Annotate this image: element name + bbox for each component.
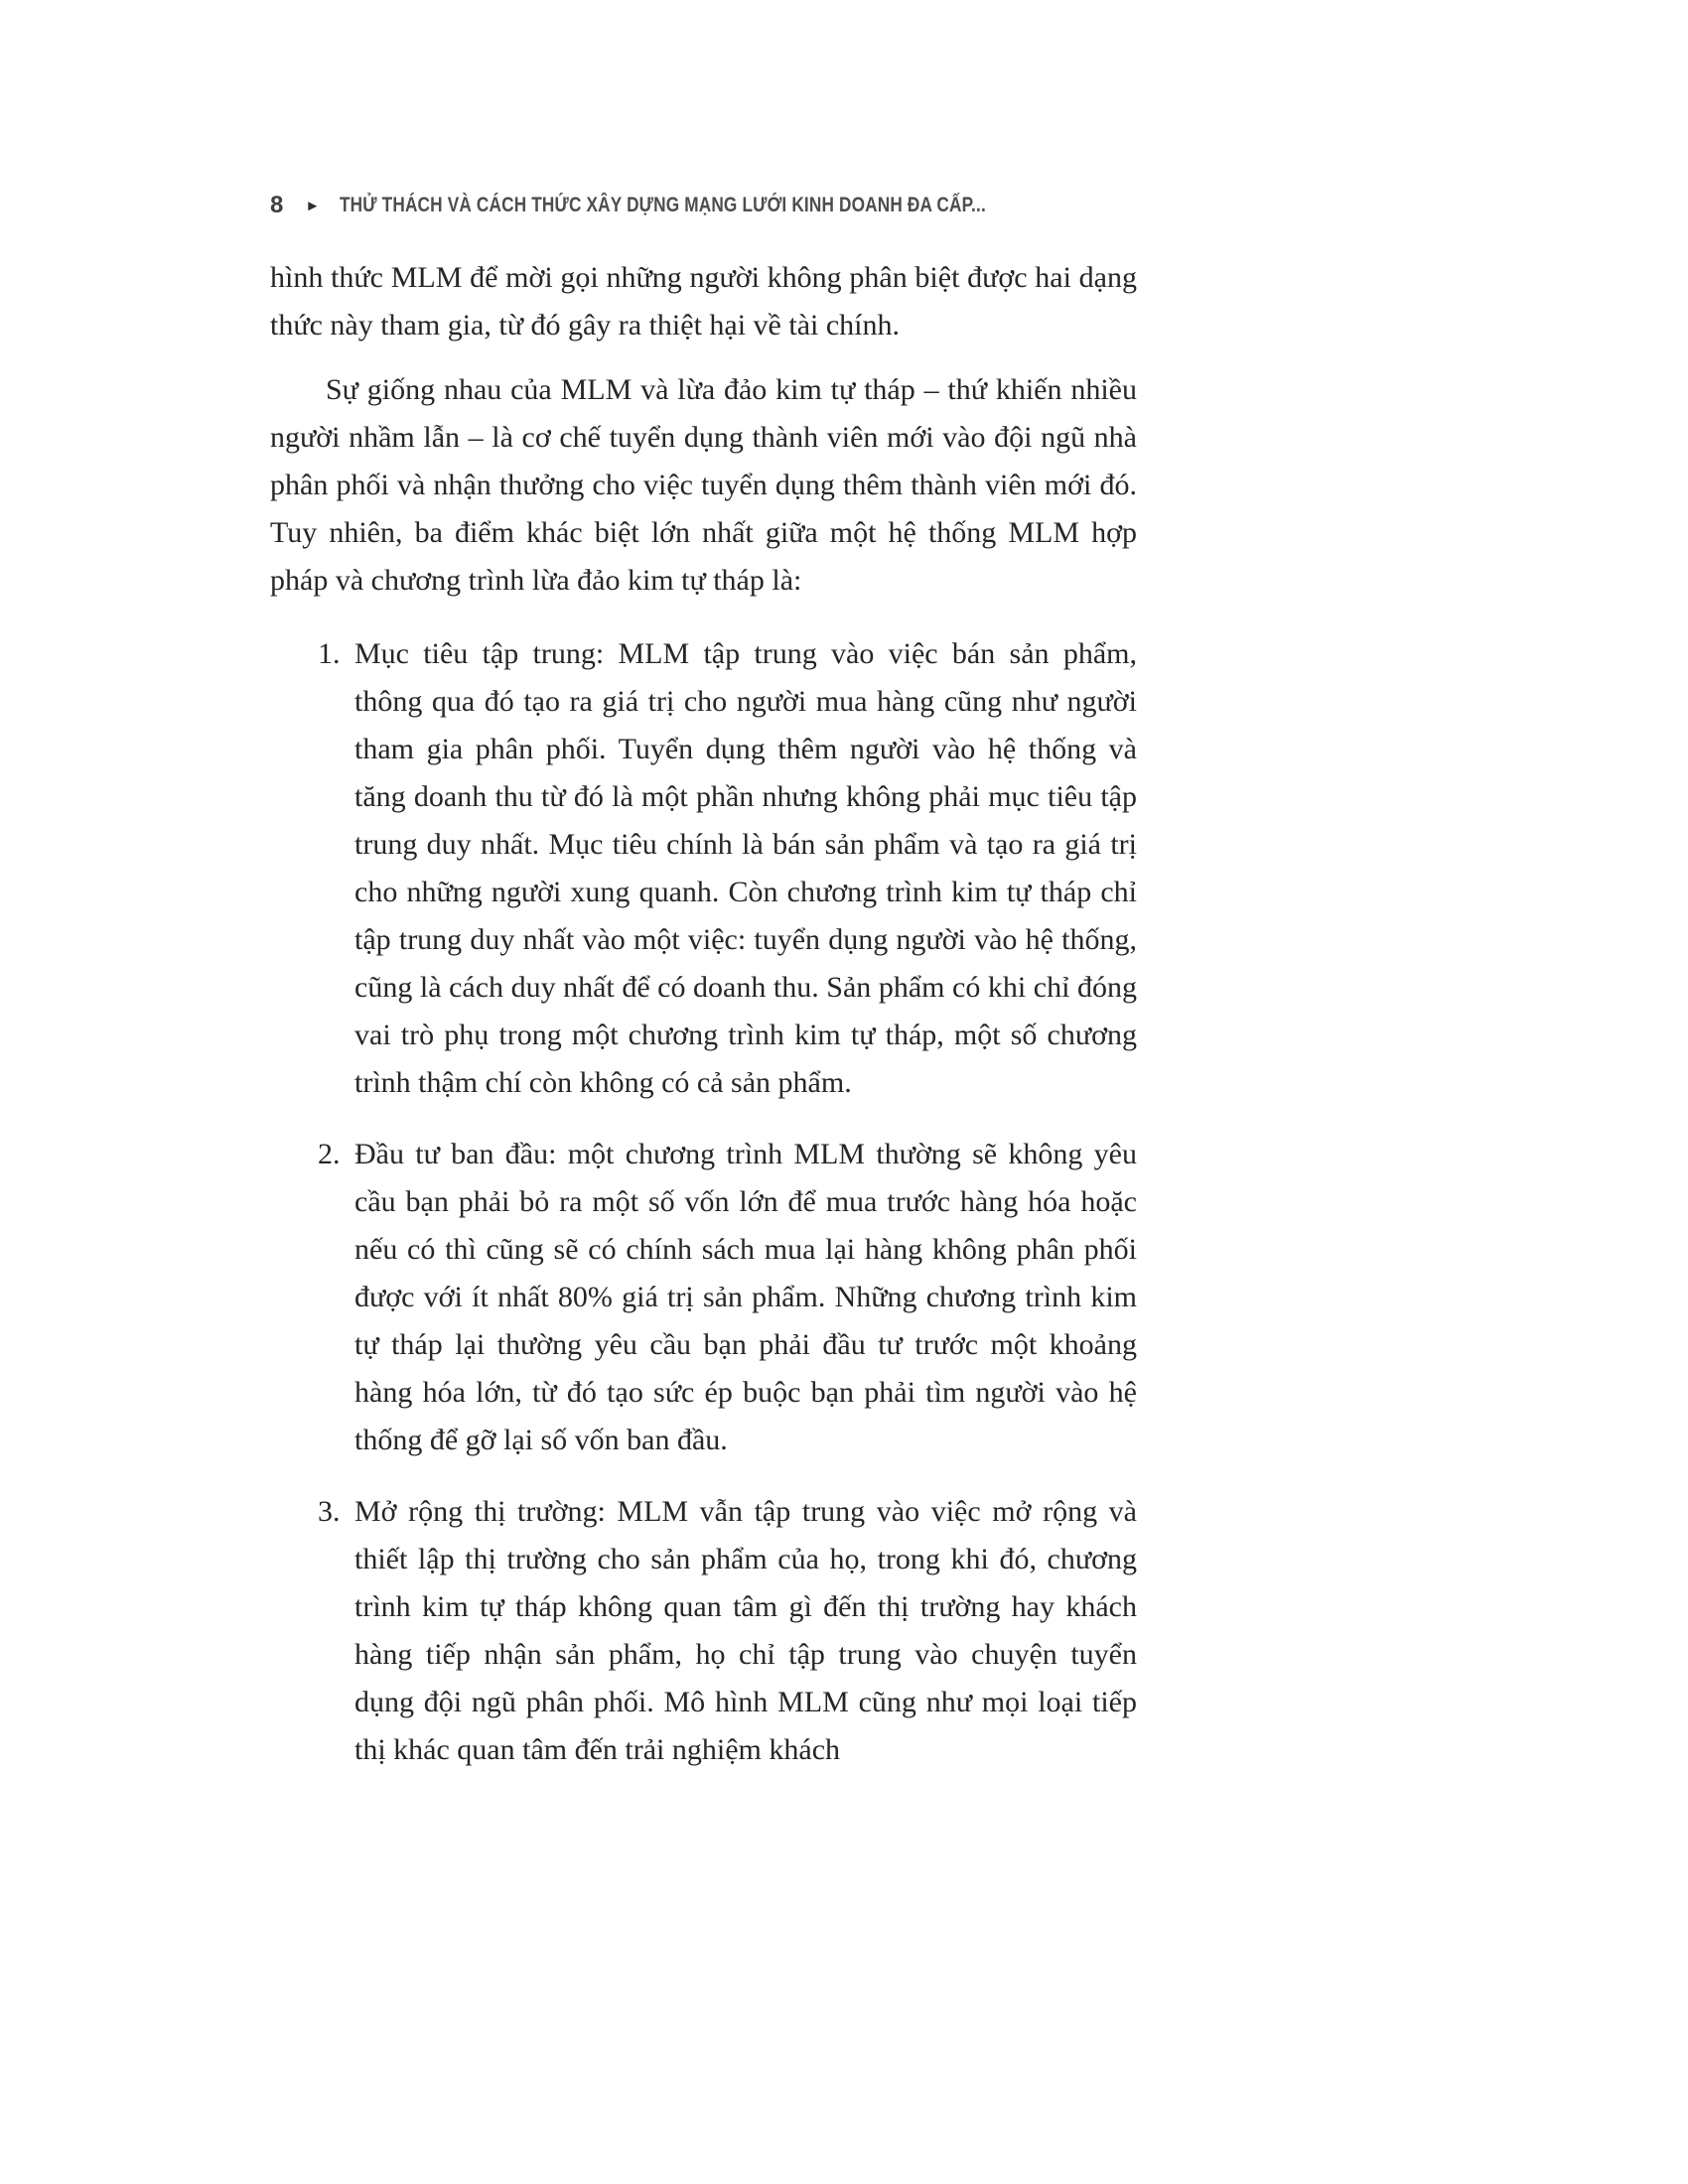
list-item-number: 1. (318, 637, 341, 670)
list-item-number: 3. (318, 1495, 341, 1528)
running-header (270, 191, 1137, 220)
arrow-bullet-icon: ► (305, 197, 321, 214)
numbered-list (270, 630, 1137, 1774)
list-item-text: Mục tiêu tập trung: MLM tập trung vào việc bán sản phẩm, thông qua đó tạo ra giá trị cho người mua hàng cũng như người tham gia phân phối. Tuyển dụng thêm người vào hệ thống và tăng doanh thu từ đó là một phần nhưng không phải mục tiêu tập trung duy nhất. Mục tiêu chính là bán sản phẩm và tạo ra giá trị cho những người xung quanh. Còn chương trình kim tự tháp chỉ tập trung duy nhất vào một việc: tuyển dụng người vào hệ thống, cũng là cách duy nhất để có doanh thu. Sản phẩm có khi chỉ đóng vai trò phụ trong một chương trình kim tự tháp, một số chương trình thậm chí còn không có cả sản phẩm. (354, 637, 1137, 1099)
list-item (270, 1131, 1137, 1464)
header-title: THỬ THÁCH VÀ CÁCH THỨC XÂY DỰNG MẠNG LƯỚI KINH DOANH ĐA CẤP... (340, 194, 987, 216)
list-item-number: 2. (318, 1138, 341, 1170)
list-item (270, 630, 1137, 1107)
list-item (270, 1488, 1137, 1774)
list-item-text: Đầu tư ban đầu: một chương trình MLM thường sẽ không yêu cầu bạn phải bỏ ra một số vốn lớn để mua trước hàng hóa hoặc nếu có thì cũng sẽ có chính sách mua lại hàng không phân phối được với ít nhất 80% giá trị sản phẩm. Những chương trình kim tự tháp lại thường yêu cầu bạn phải đầu tư trước một khoảng hàng hóa lớn, từ đó tạo sức ép buộc bạn phải tìm người vào hệ thống để gỡ lại số vốn ban đầu. (354, 1138, 1137, 1456)
page-content (270, 191, 1137, 1798)
paragraph: hình thức MLM để mời gọi những người không phân biệt được hai dạng thức này tham gia, từ đó gây ra thiệt hại về tài chính. (270, 261, 1137, 341)
page-number: 8 (270, 192, 284, 218)
paragraph: Sự giống nhau của MLM và lừa đảo kim tự tháp – thứ khiến nhiều người nhầm lẫn – là cơ chế tuyển dụng thành viên mới vào đội ngũ nhà phân phối và nhận thưởng cho việc tuyển dụng thêm thành viên mới đó. Tuy nhiên, ba điểm khác biệt lớn nhất giữa một hệ thống MLM hợp pháp và chương trình lừa đảo kim tự tháp là: (270, 373, 1137, 597)
list-item-text: Mở rộng thị trường: MLM vẫn tập trung vào việc mở rộng và thiết lập thị trường cho sản phẩm của họ, trong khi đó, chương trình kim tự tháp không quan tâm gì đến thị trường hay khách hàng tiếp nhận sản phẩm, họ chỉ tập trung vào chuyện tuyển dụng đội ngũ phân phối. Mô hình MLM cũng như mọi loại tiếp thị khác quan tâm đến trải nghiệm khách (354, 1495, 1137, 1766)
